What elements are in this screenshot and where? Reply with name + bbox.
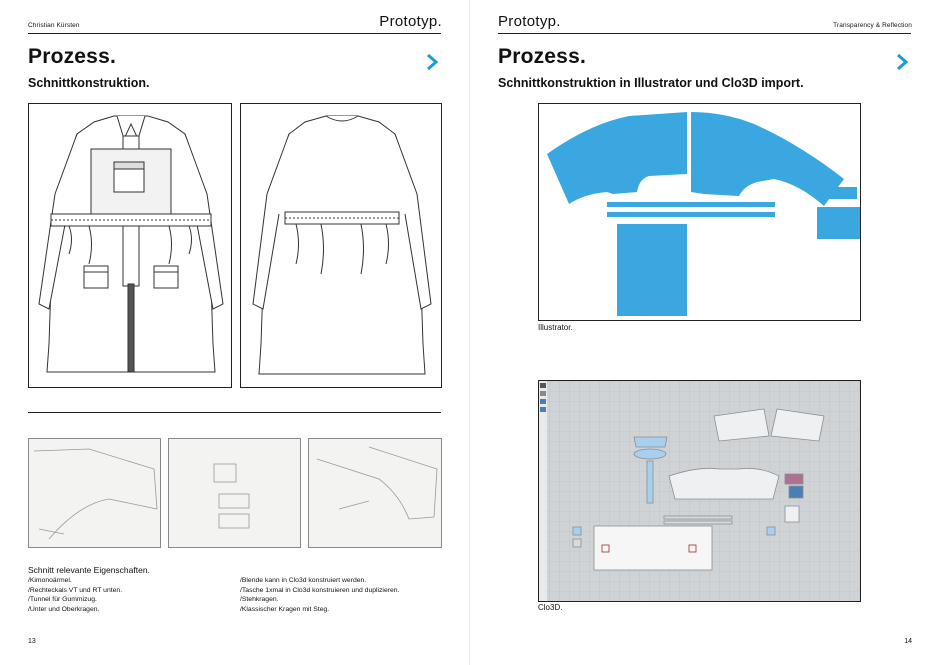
- clo3d-caption: Clo3D.: [538, 603, 563, 612]
- right-page: [470, 0, 940, 665]
- author-name: Christian Kürsten: [28, 22, 80, 29]
- paper-pattern-photo-3: [308, 438, 442, 548]
- header-rule: [498, 33, 911, 34]
- clo3d-screenshot: [538, 380, 861, 602]
- note-item: /Blende kann in Clo3d konstruiert werden.: [240, 577, 367, 584]
- page-subheading: Schnittkonstruktion in Illustrator und Clo3D import.: [498, 76, 804, 90]
- header-rule: [28, 33, 441, 34]
- paper-pattern-photo-1: [28, 438, 161, 548]
- note-item: /Klassischer Kragen mit Steg.: [240, 605, 330, 613]
- notes-list-right: [240, 576, 450, 614]
- chevron-right-icon[interactable]: [894, 52, 910, 72]
- page-number: 13: [28, 638, 36, 645]
- note-item: /Tasche 1xmal in Clo3d konstruieren und duplizieren.: [240, 586, 400, 594]
- header-title: Prototyp.: [379, 13, 442, 30]
- chevron-right-icon[interactable]: [424, 52, 440, 72]
- notes-title: Schnitt relevante Eigenschaften.: [28, 565, 150, 575]
- section-divider: [28, 412, 441, 413]
- illustrator-caption: Illustrator.: [538, 323, 573, 332]
- notes-list-left: [28, 576, 228, 614]
- illustrator-pattern-image: [538, 103, 861, 321]
- note-item: /Stehkragen.: [240, 596, 279, 603]
- page-number: 14: [904, 638, 912, 645]
- coat-front-drawing: [28, 103, 232, 388]
- section-label: Transparency & Reflection: [833, 22, 912, 29]
- page-subheading: Schnittkonstruktion.: [28, 76, 150, 90]
- page-heading: Prozess.: [498, 45, 586, 68]
- paper-pattern-photo-2: [168, 438, 301, 548]
- note-item: /Tunnel für Gummizug.: [28, 596, 97, 603]
- coat-back-drawing: [240, 103, 442, 388]
- note-item: /Unter und Oberkragen.: [28, 605, 100, 613]
- note-item: /Rechteckals VT und RT unten.: [28, 586, 123, 594]
- note-item: /Kimonoärmel.: [28, 577, 72, 584]
- header-title: Prototyp.: [498, 13, 561, 30]
- page-heading: Prozess.: [28, 45, 116, 68]
